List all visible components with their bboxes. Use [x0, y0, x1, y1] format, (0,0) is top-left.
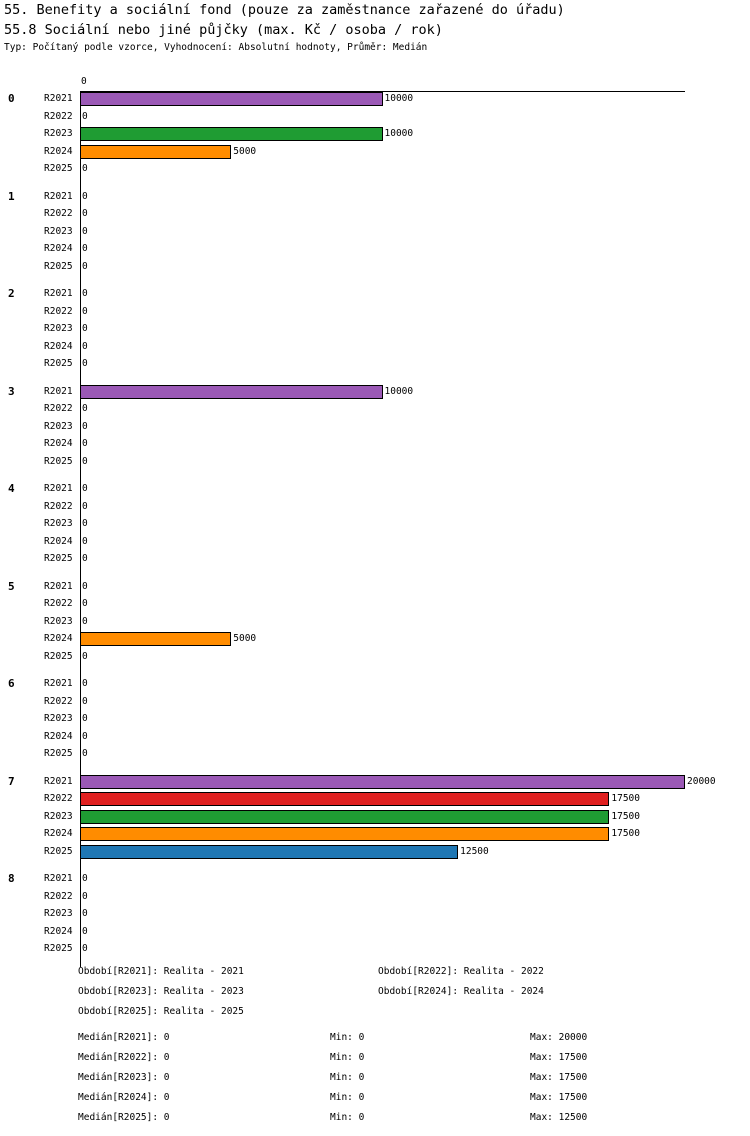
row-label-r2025: R2025 — [44, 553, 73, 565]
row-label-r2023: R2023 — [44, 128, 73, 140]
row-label-r2024: R2024 — [44, 438, 73, 450]
bar-value-label: 0 — [82, 943, 88, 955]
stat-max-r2021: Max: 20000 — [530, 1032, 588, 1043]
row-label-r2025: R2025 — [44, 943, 73, 955]
bar-value-label: 0 — [82, 323, 88, 335]
bar-r2023 — [80, 810, 609, 824]
group-label: 5 — [8, 579, 15, 593]
group-label: 2 — [8, 287, 15, 300]
bar-value-label: 10000 — [384, 128, 414, 140]
stat-min-r2024: Min: 0 — [330, 1092, 365, 1103]
row-label-r2023: R2023 — [44, 615, 73, 627]
bar-r2025 — [80, 845, 458, 859]
bar-chart-plot-area — [0, 74, 750, 954]
row-label-r2022: R2022 — [44, 890, 73, 902]
stat-max-r2025: Max: 12500 — [530, 1112, 588, 1123]
group-label: 3 — [8, 384, 15, 398]
bar-value-label: 0 — [82, 695, 88, 707]
bar-value-label: 17500 — [611, 793, 640, 805]
row-label-r2022: R2022 — [44, 110, 73, 122]
group-label: 0 — [8, 92, 15, 105]
row-label-r2025: R2025 — [44, 845, 73, 857]
bar-value-label: 0 — [82, 305, 88, 317]
row-label-r2025: R2025 — [44, 358, 73, 370]
bar-value-label: 0 — [82, 518, 88, 530]
bar-value-label: 0 — [82, 553, 88, 565]
stat-median-r2022: Medián[R2022]: 0 — [78, 1052, 170, 1063]
row-label-r2024: R2024 — [44, 828, 73, 840]
bar-value-label: 0 — [82, 873, 88, 884]
row-label-r2022: R2022 — [44, 208, 73, 220]
bar-value-label: 10000 — [384, 93, 414, 104]
legend-item-r2024: Období[R2024]: Realita - 2024 — [378, 986, 544, 997]
bar-value-label: 0 — [82, 403, 88, 415]
bar-value-label: 20000 — [687, 775, 716, 787]
bar-value-label: 0 — [82, 925, 88, 937]
bar-value-label: 0 — [82, 598, 88, 610]
bar-value-label: 0 — [82, 483, 88, 494]
row-label-r2023: R2023 — [44, 908, 73, 920]
row-label-r2021: R2021 — [44, 190, 73, 202]
bar-value-label: 0 — [82, 110, 88, 122]
stat-median-r2025: Medián[R2025]: 0 — [78, 1112, 170, 1123]
chart-title-main: 55. Benefity a sociální fond (pouze za zaměstnance zařazené do úřadu) — [4, 2, 565, 18]
stat-median-r2021: Medián[R2021]: 0 — [78, 1032, 170, 1043]
bar-value-label: 0 — [82, 730, 88, 742]
group-label: 6 — [8, 677, 15, 690]
row-label-r2024: R2024 — [44, 633, 73, 645]
row-label-r2022: R2022 — [44, 500, 73, 512]
bar-value-label: 10000 — [384, 385, 414, 397]
bar-value-label: 5000 — [233, 633, 257, 645]
row-label-r2025: R2025 — [44, 163, 73, 175]
bar-value-label: 5000 — [233, 145, 257, 157]
bar-value-label: 0 — [82, 535, 88, 547]
bar-value-label: 0 — [82, 678, 88, 689]
stat-min-r2022: Min: 0 — [330, 1052, 365, 1063]
stat-max-r2023: Max: 17500 — [530, 1072, 588, 1083]
row-label-r2025: R2025 — [44, 748, 73, 760]
stat-min-r2021: Min: 0 — [330, 1032, 365, 1043]
row-label-r2024: R2024 — [44, 535, 73, 547]
row-label-r2021: R2021 — [44, 288, 73, 299]
row-label-r2021: R2021 — [44, 873, 73, 884]
bar-r2024 — [80, 145, 231, 159]
bar-value-label: 0 — [82, 455, 88, 467]
legend-item-r2023: Období[R2023]: Realita - 2023 — [78, 986, 244, 997]
stat-max-r2022: Max: 17500 — [530, 1052, 588, 1063]
stat-min-r2025: Min: 0 — [330, 1112, 365, 1123]
row-label-r2022: R2022 — [44, 598, 73, 610]
bar-value-label: 0 — [82, 420, 88, 432]
row-label-r2021: R2021 — [44, 678, 73, 689]
group-label: 8 — [8, 872, 15, 885]
stat-median-r2023: Medián[R2023]: 0 — [78, 1072, 170, 1083]
row-label-r2024: R2024 — [44, 243, 73, 255]
row-label-r2021: R2021 — [44, 93, 73, 104]
row-label-r2022: R2022 — [44, 305, 73, 317]
bar-value-label: 0 — [82, 190, 88, 202]
bar-r2021 — [80, 92, 383, 106]
bar-value-label: 0 — [82, 615, 88, 627]
bar-r2022 — [80, 792, 609, 806]
row-label-r2021: R2021 — [44, 385, 73, 397]
row-label-r2021: R2021 — [44, 483, 73, 494]
row-label-r2025: R2025 — [44, 650, 73, 662]
row-label-r2024: R2024 — [44, 340, 73, 352]
x-axis-tick-0: 0 — [81, 76, 87, 87]
bar-r2024 — [80, 827, 609, 841]
bar-value-label: 0 — [82, 713, 88, 725]
bar-value-label: 0 — [82, 225, 88, 237]
bar-value-label: 0 — [82, 650, 88, 662]
row-label-r2022: R2022 — [44, 403, 73, 415]
bar-value-label: 0 — [82, 208, 88, 220]
bar-r2024 — [80, 632, 231, 646]
row-label-r2022: R2022 — [44, 793, 73, 805]
row-label-r2024: R2024 — [44, 730, 73, 742]
stat-median-r2024: Medián[R2024]: 0 — [78, 1092, 170, 1103]
row-label-r2023: R2023 — [44, 323, 73, 335]
row-label-r2021: R2021 — [44, 775, 73, 787]
row-label-r2023: R2023 — [44, 225, 73, 237]
row-label-r2025: R2025 — [44, 455, 73, 467]
bar-value-label: 17500 — [611, 828, 640, 840]
chart-title-sub: 55.8 Sociální nebo jiné půjčky (max. Kč / osoba / rok) — [4, 22, 443, 38]
bar-r2023 — [80, 127, 383, 141]
row-label-r2024: R2024 — [44, 925, 73, 937]
bar-value-label: 0 — [82, 163, 88, 175]
row-label-r2021: R2021 — [44, 580, 73, 592]
group-label: 7 — [8, 774, 15, 788]
legend-item-r2022: Období[R2022]: Realita - 2022 — [378, 966, 544, 977]
group-label: 4 — [8, 482, 15, 495]
chart-subtitle: Typ: Počítaný podle vzorce, Vyhodnocení: Absolutní hodnoty, Průměr: Medián — [4, 42, 428, 53]
row-label-r2025: R2025 — [44, 260, 73, 272]
row-label-r2022: R2022 — [44, 695, 73, 707]
bar-value-label: 0 — [82, 580, 88, 592]
bar-value-label: 0 — [82, 243, 88, 255]
row-label-r2023: R2023 — [44, 420, 73, 432]
bar-value-label: 0 — [82, 260, 88, 272]
bar-value-label: 0 — [82, 500, 88, 512]
row-label-r2024: R2024 — [44, 145, 73, 157]
group-label: 1 — [8, 189, 15, 203]
bar-value-label: 12500 — [460, 845, 489, 857]
bar-value-label: 0 — [82, 908, 88, 920]
bar-r2021 — [80, 385, 383, 399]
bar-value-label: 0 — [82, 890, 88, 902]
bar-r2021 — [80, 775, 685, 789]
bar-value-label: 0 — [82, 748, 88, 760]
row-label-r2023: R2023 — [44, 713, 73, 725]
legend-item-r2021: Období[R2021]: Realita - 2021 — [78, 966, 244, 977]
row-label-r2023: R2023 — [44, 810, 73, 822]
legend-item-r2025: Období[R2025]: Realita - 2025 — [78, 1006, 244, 1017]
bar-value-label: 0 — [82, 288, 88, 299]
stat-max-r2024: Max: 17500 — [530, 1092, 588, 1103]
row-label-r2023: R2023 — [44, 518, 73, 530]
bar-value-label: 17500 — [611, 810, 640, 822]
bar-value-label: 0 — [82, 438, 88, 450]
bar-value-label: 0 — [82, 358, 88, 370]
stat-min-r2023: Min: 0 — [330, 1072, 365, 1083]
bar-value-label: 0 — [82, 340, 88, 352]
